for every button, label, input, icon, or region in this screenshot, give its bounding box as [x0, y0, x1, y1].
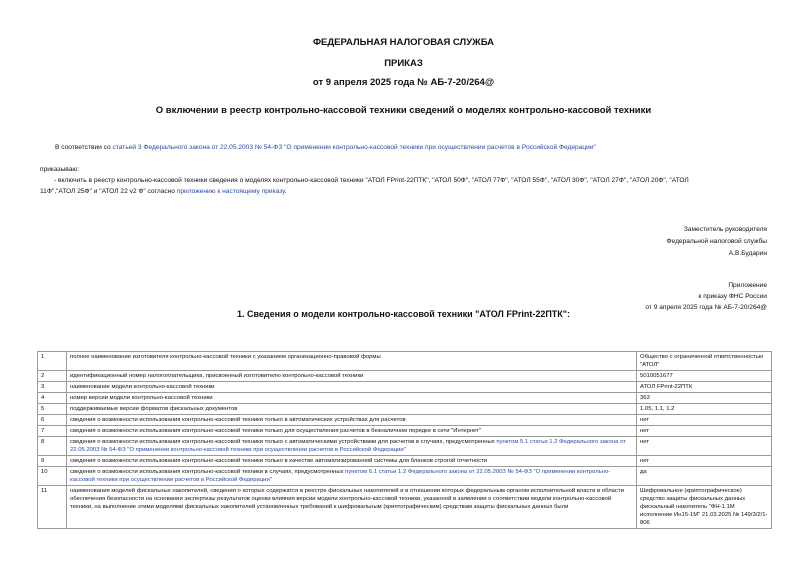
row-description	[67, 382, 637, 393]
agency-heading: ФЕДЕРАЛЬНАЯ НАЛОГОВАЯ СЛУЖБА	[312, 37, 495, 48]
table-row	[38, 426, 772, 437]
model-info-table	[37, 351, 772, 529]
row-number: 5	[38, 404, 67, 415]
row-number: 8	[38, 437, 67, 456]
order-word: приказываю:	[40, 166, 80, 173]
appendix-label: Приложение	[728, 282, 767, 289]
table-row	[38, 456, 772, 467]
row-description	[67, 404, 637, 415]
row-value: Шифровальное (криптографическое) средство защиты фискальных данных фискальный накопитель "ФН-1.1М исполнение Ин15-1М" 21.03.2025 № 149/3/2/1-806	[637, 486, 772, 529]
description-text: сведения о возможности использования контрольно-кассовой техники в случаях, предусмотренных	[70, 469, 346, 475]
appendix-date: от 9 апреля 2025 года № АБ-7-20/264@	[645, 304, 767, 311]
document-type: ПРИКАЗ	[384, 58, 423, 69]
row-value: Общество с ограниченной ответственностью "АТОЛ"	[637, 352, 772, 371]
row-value: 5010051677	[637, 371, 772, 382]
row-description	[67, 456, 637, 467]
row-value: да	[637, 467, 772, 486]
table-row	[38, 404, 772, 415]
row-value: АТОЛ FPrint-22ПТК	[637, 382, 772, 393]
table-row	[38, 415, 772, 426]
description-text: номер версии модели контрольно-кассовой техники	[70, 395, 213, 401]
signatory-position: Заместитель руководителя	[683, 226, 767, 233]
row-number: 7	[38, 426, 67, 437]
row-description	[67, 415, 637, 426]
table-row	[38, 382, 772, 393]
row-description	[67, 371, 637, 382]
model-info-table-body	[38, 352, 772, 529]
intro-prefix: В соответствии со	[55, 144, 113, 151]
clause-line-2-suffix: .	[284, 188, 287, 195]
row-description	[67, 352, 637, 371]
row-number: 11	[38, 486, 67, 529]
table-row	[38, 352, 772, 371]
row-description	[67, 467, 637, 486]
document-date-number: от 9 апреля 2025 года № АБ-7-20/264@	[312, 77, 495, 88]
description-text: сведения о возможности использования контрольно-кассовой техники только в автоматических устройствах для расчетов	[70, 417, 406, 423]
description-text: наименование модели контрольно-кассовой техники	[70, 384, 215, 390]
row-value: 1.05, 1.1, 1.2	[637, 404, 772, 415]
table-row	[38, 437, 772, 456]
row-value: нет	[637, 437, 772, 456]
document-title: О включении в реестр контрольно-кассовой техники сведений о моделях контрольно-кассовой техники	[155, 105, 652, 116]
row-value: нет	[637, 426, 772, 437]
row-description	[67, 393, 637, 404]
row-value: 363	[637, 393, 772, 404]
signatory-name: А.В.Бударин	[728, 250, 767, 257]
intro-paragraph	[55, 143, 596, 153]
row-description	[67, 437, 637, 456]
law-reference-link[interactable]: пунктом 6.1 статьи 1.2 Федерального закона от 22.05.2003 № 54-ФЗ "О применении контрольно-кассовой техники при осуществлении расчетов в Российской Федерации"	[70, 469, 611, 483]
description-text: полное наименование изготовителя контрольно-кассовой техники с указанием организационно-правовой формы	[70, 354, 381, 360]
row-number: 6	[38, 415, 67, 426]
row-number: 4	[38, 393, 67, 404]
row-number: 3	[38, 382, 67, 393]
clause-line-2-prefix: 11Ф","АТОЛ 25Ф" и "АТОЛ 22 v2 Ф" согласно	[40, 188, 177, 195]
row-value: нет	[637, 456, 772, 467]
row-number: 2	[38, 371, 67, 382]
description-text: идентификационный номер налогоплательщика, присвоенный изготовителю контрольно-кассовой техники	[70, 373, 364, 379]
signature-block	[667, 224, 767, 260]
row-description	[67, 486, 637, 529]
appendix-link[interactable]: приложению к настоящему приказу	[176, 188, 285, 195]
law-reference-link[interactable]: пунктом 5.1 статьи 1.2 Федерального закона от 22.05.2003 № 54-ФЗ "О применении контрольно-кассовой техники при осуществлении расчетов в Российской Федерации"	[70, 439, 626, 453]
description-text: поддерживаемые версии форматов фискальных документов	[70, 406, 238, 412]
table-row	[38, 393, 772, 404]
row-description	[67, 426, 637, 437]
row-value: нет	[637, 415, 772, 426]
description-text: наименования моделей фискальных накопителей, сведения о которых содержатся в реестре фискальных накопителей и в отношении которых федеральным органом исполнительной власти в области обеспечения безопасности на основании экспертизы результатов оценки влияния версии модели контрольно-кассовой техники, указанной в заявлении о соответствии модели контрольно-кассовой техники, на выполнение этими моделями фискальных накопителей установленных требований к шифровальным (криптографическим) средствам защиты фискальных данных были	[70, 488, 624, 510]
description-text: сведения о возможности использования контрольно-кассовой техники только в качестве автоматизированной системы для бланков строгой отчетности	[70, 458, 488, 464]
appendix-ref: к приказу ФНС России	[698, 293, 767, 300]
section-title: 1. Сведения о модели контрольно-кассовой техники "АТОЛ FPrint-22ПТК":	[236, 309, 571, 319]
table-row	[38, 486, 772, 529]
signatory-agency: Федеральной налоговой службы	[666, 238, 767, 245]
row-number: 10	[38, 467, 67, 486]
table-row	[38, 371, 772, 382]
row-number: 1	[38, 352, 67, 371]
law-article-link[interactable]: статьей 3 Федерального закона от 22.05.2003 № 54-ФЗ "О применении контрольно-кассовой техники при осуществлении расчетов в Российской Федерации"	[112, 144, 596, 151]
row-number: 9	[38, 456, 67, 467]
description-text: сведения о возможности использования контрольно-кассовой техники только с автоматическими устройствами для расчетов в случаях, предусмотренных	[70, 439, 497, 445]
clause-line-1: - включить в реестр контрольно-кассовой техники сведения о моделях контрольно-кассовой техники "АТОЛ FPrint-22ПТК", "АТОЛ 50Ф", "АТОЛ 77Ф", "АТОЛ 55Ф", "АТОЛ 30Ф", "АТОЛ 27Ф", "АТОЛ 20Ф", "АТОЛ	[54, 177, 689, 184]
clause-line-2	[40, 187, 287, 197]
table-row	[38, 467, 772, 486]
description-text: сведения о возможности использования контрольно-кассовой техники только для осуществления расчетов в безналичном порядке в сети "Интернет"	[70, 428, 482, 434]
